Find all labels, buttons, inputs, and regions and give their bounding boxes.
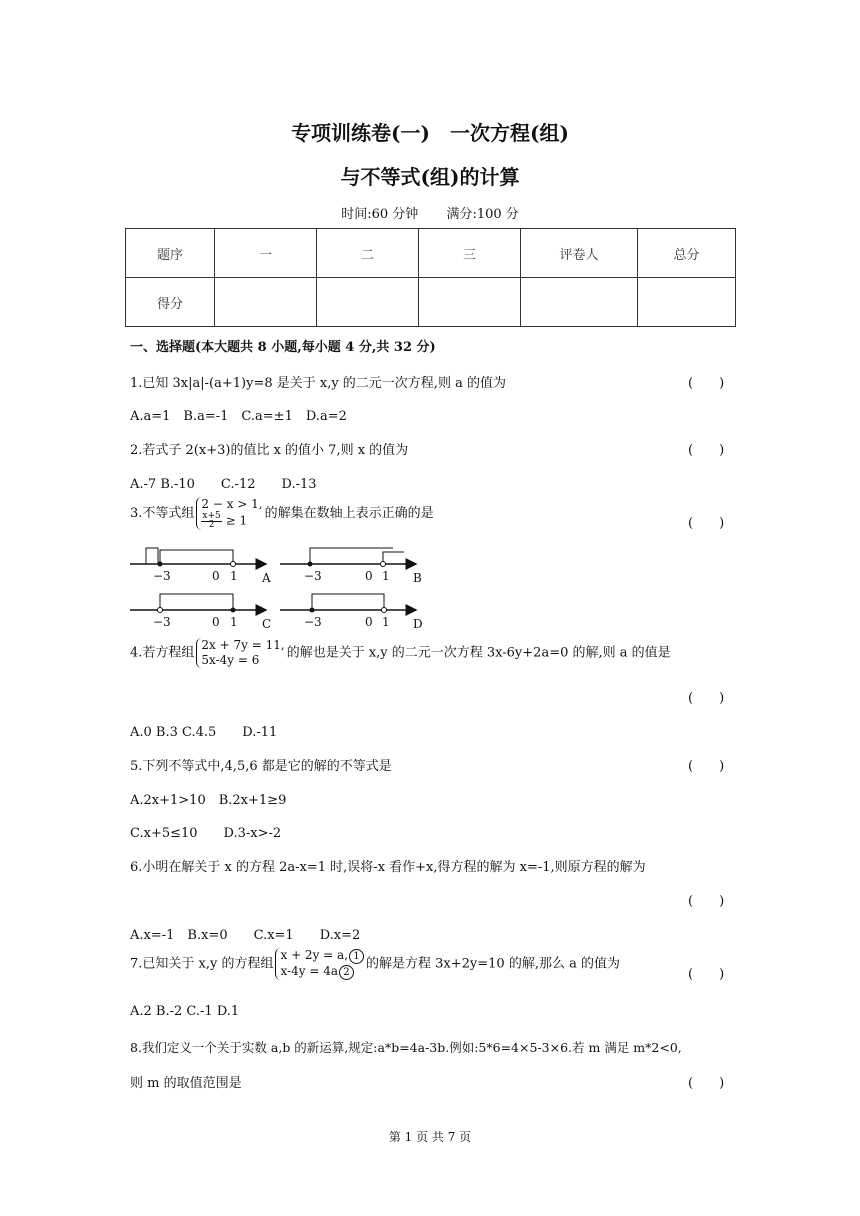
answer-bracket: ( ) <box>688 967 725 982</box>
q3-suffix: 的解集在数轴上表示正确的是 <box>264 506 434 521</box>
fraction: $\frac{x+5}{2}$ <box>202 511 221 530</box>
tick-label: 0 <box>365 615 373 629</box>
question-1: 1.已知 3x|a|-(a+1)y=8 是关于 x,y 的二元一次方程,则 a 的值为 <box>130 376 506 391</box>
circled-number: 1 <box>349 949 364 964</box>
question-6: 6.小明在解关于 x 的方程 2a-x=1 时,误将-x 看作+x,得方程的解为 x=-1,则原方程的解为 <box>130 860 646 875</box>
question-2: 2.若式子 2(x+3)的值比 x 的值小 7,则 x 的值为 <box>130 443 409 458</box>
tick-label: 0 <box>212 569 220 583</box>
score-input-cell[interactable] <box>638 278 736 327</box>
q3-prefix: 3.不等式组 <box>130 506 195 521</box>
option-label-d: D <box>413 617 423 631</box>
score-input-cell[interactable] <box>521 278 638 327</box>
table-row <box>126 278 736 327</box>
answer-bracket: ( ) <box>688 894 725 909</box>
tick-label: 0 <box>212 615 220 629</box>
option-label-a: A <box>262 571 271 585</box>
question-5-options-2: C.x+5≤10 D.3-x>-2 <box>130 826 282 841</box>
tick-label: 1 <box>382 569 390 583</box>
time-limit: 时间:60 分钟 <box>341 207 419 222</box>
question-2-options: A.-7 B.-10 C.-12 D.-13 <box>130 477 317 492</box>
q3-line1: 2 − x > 1, <box>201 497 263 511</box>
table-header-row <box>126 229 736 278</box>
option-label-b: B <box>413 571 422 585</box>
tick-label: −3 <box>304 615 322 629</box>
page-title: 专项训练卷(一) 一次方程(组) <box>291 121 569 145</box>
equation-system: x + 2y = a, 1 x-4y = 4a 2 <box>275 948 364 980</box>
score-input-cell[interactable] <box>317 278 419 327</box>
page-footer: 第 1 页 共 7 页 <box>388 1130 472 1144</box>
tick-label: 1 <box>230 615 238 629</box>
number-line-d <box>280 594 416 613</box>
question-7: 7.已知关于 x,y 的方程组x + 2y = a, 1 x-4y = 4a 2的解是方程 3x+2y=10 的解,那么 a 的值为 <box>130 948 620 978</box>
option-label-c: C <box>262 617 272 631</box>
score-table <box>125 228 736 327</box>
inequality-system: 2 − x > 1, $\frac{x+5}{2} \ge 1$ <box>196 497 262 530</box>
full-score: 满分:100 分 <box>446 207 519 222</box>
equation-system: 2x + 7y = 11, 5x-4y = 6 <box>196 638 284 668</box>
question-8-line2: 则 m 的取值范围是 <box>130 1076 242 1091</box>
table-cell: 一 <box>215 229 317 278</box>
exam-info <box>0 203 860 222</box>
question-1-options: A.a=1 B.a=-1 C.a=±1 D.a=2 <box>130 409 347 424</box>
table-cell: 得分 <box>126 278 215 327</box>
number-line-b <box>280 548 416 567</box>
score-input-cell[interactable] <box>419 278 521 327</box>
question-8: 8.我们定义一个关于实数 a,b 的新运算,规定:a*b=4a-3b.例如:5*6=4×5-3×6.若 m 满足 m*2<0, <box>130 1040 682 1055</box>
tick-label: −3 <box>304 569 322 583</box>
table-cell: 题序 <box>126 229 215 278</box>
answer-bracket: ( ) <box>688 443 725 458</box>
tick-label: −3 <box>153 569 171 583</box>
page-title-line2: 与不等式(组)的计算 <box>340 165 520 189</box>
score-input-cell[interactable] <box>215 278 317 327</box>
tick-label: 1 <box>382 615 390 629</box>
number-line-a <box>130 544 266 567</box>
answer-bracket: ( ) <box>688 376 725 391</box>
question-4: 4.若方程组2x + 7y = 11, 5x-4y = 6 的解也是关于 x,y 的二元一次方程 3x-6y+2a=0 的解,则 a 的值是 <box>130 638 671 667</box>
tick-label: 0 <box>365 569 373 583</box>
tick-label: 1 <box>230 569 238 583</box>
table-cell: 二 <box>317 229 419 278</box>
tick-label: −3 <box>153 615 171 629</box>
question-6-options: A.x=-1 B.x=0 C.x=1 D.x=2 <box>130 928 361 943</box>
question-3 <box>130 497 434 530</box>
table-cell: 三 <box>419 229 521 278</box>
answer-bracket: ( ) <box>688 691 725 706</box>
number-line-options <box>128 538 438 630</box>
circled-number: 2 <box>339 965 354 980</box>
section-heading: 一、选择题(本大题共 8 小题,每小题 4 分,共 32 分) <box>130 340 436 355</box>
answer-bracket: ( ) <box>688 516 725 531</box>
number-line-c <box>130 594 266 613</box>
table-cell: 总分 <box>638 229 736 278</box>
answer-bracket: ( ) <box>688 1076 725 1091</box>
question-4-options: A.0 B.3 C.4.5 D.-11 <box>130 725 278 740</box>
question-5: 5.下列不等式中,4,5,6 都是它的解的不等式是 <box>130 759 392 774</box>
table-cell: 评卷人 <box>521 229 638 278</box>
answer-bracket: ( ) <box>688 759 725 774</box>
question-5-options-1: A.2x+1>10 B.2x+1≥9 <box>130 793 287 808</box>
question-7-options: A.2 B.-2 C.-1 D.1 <box>130 1004 240 1019</box>
